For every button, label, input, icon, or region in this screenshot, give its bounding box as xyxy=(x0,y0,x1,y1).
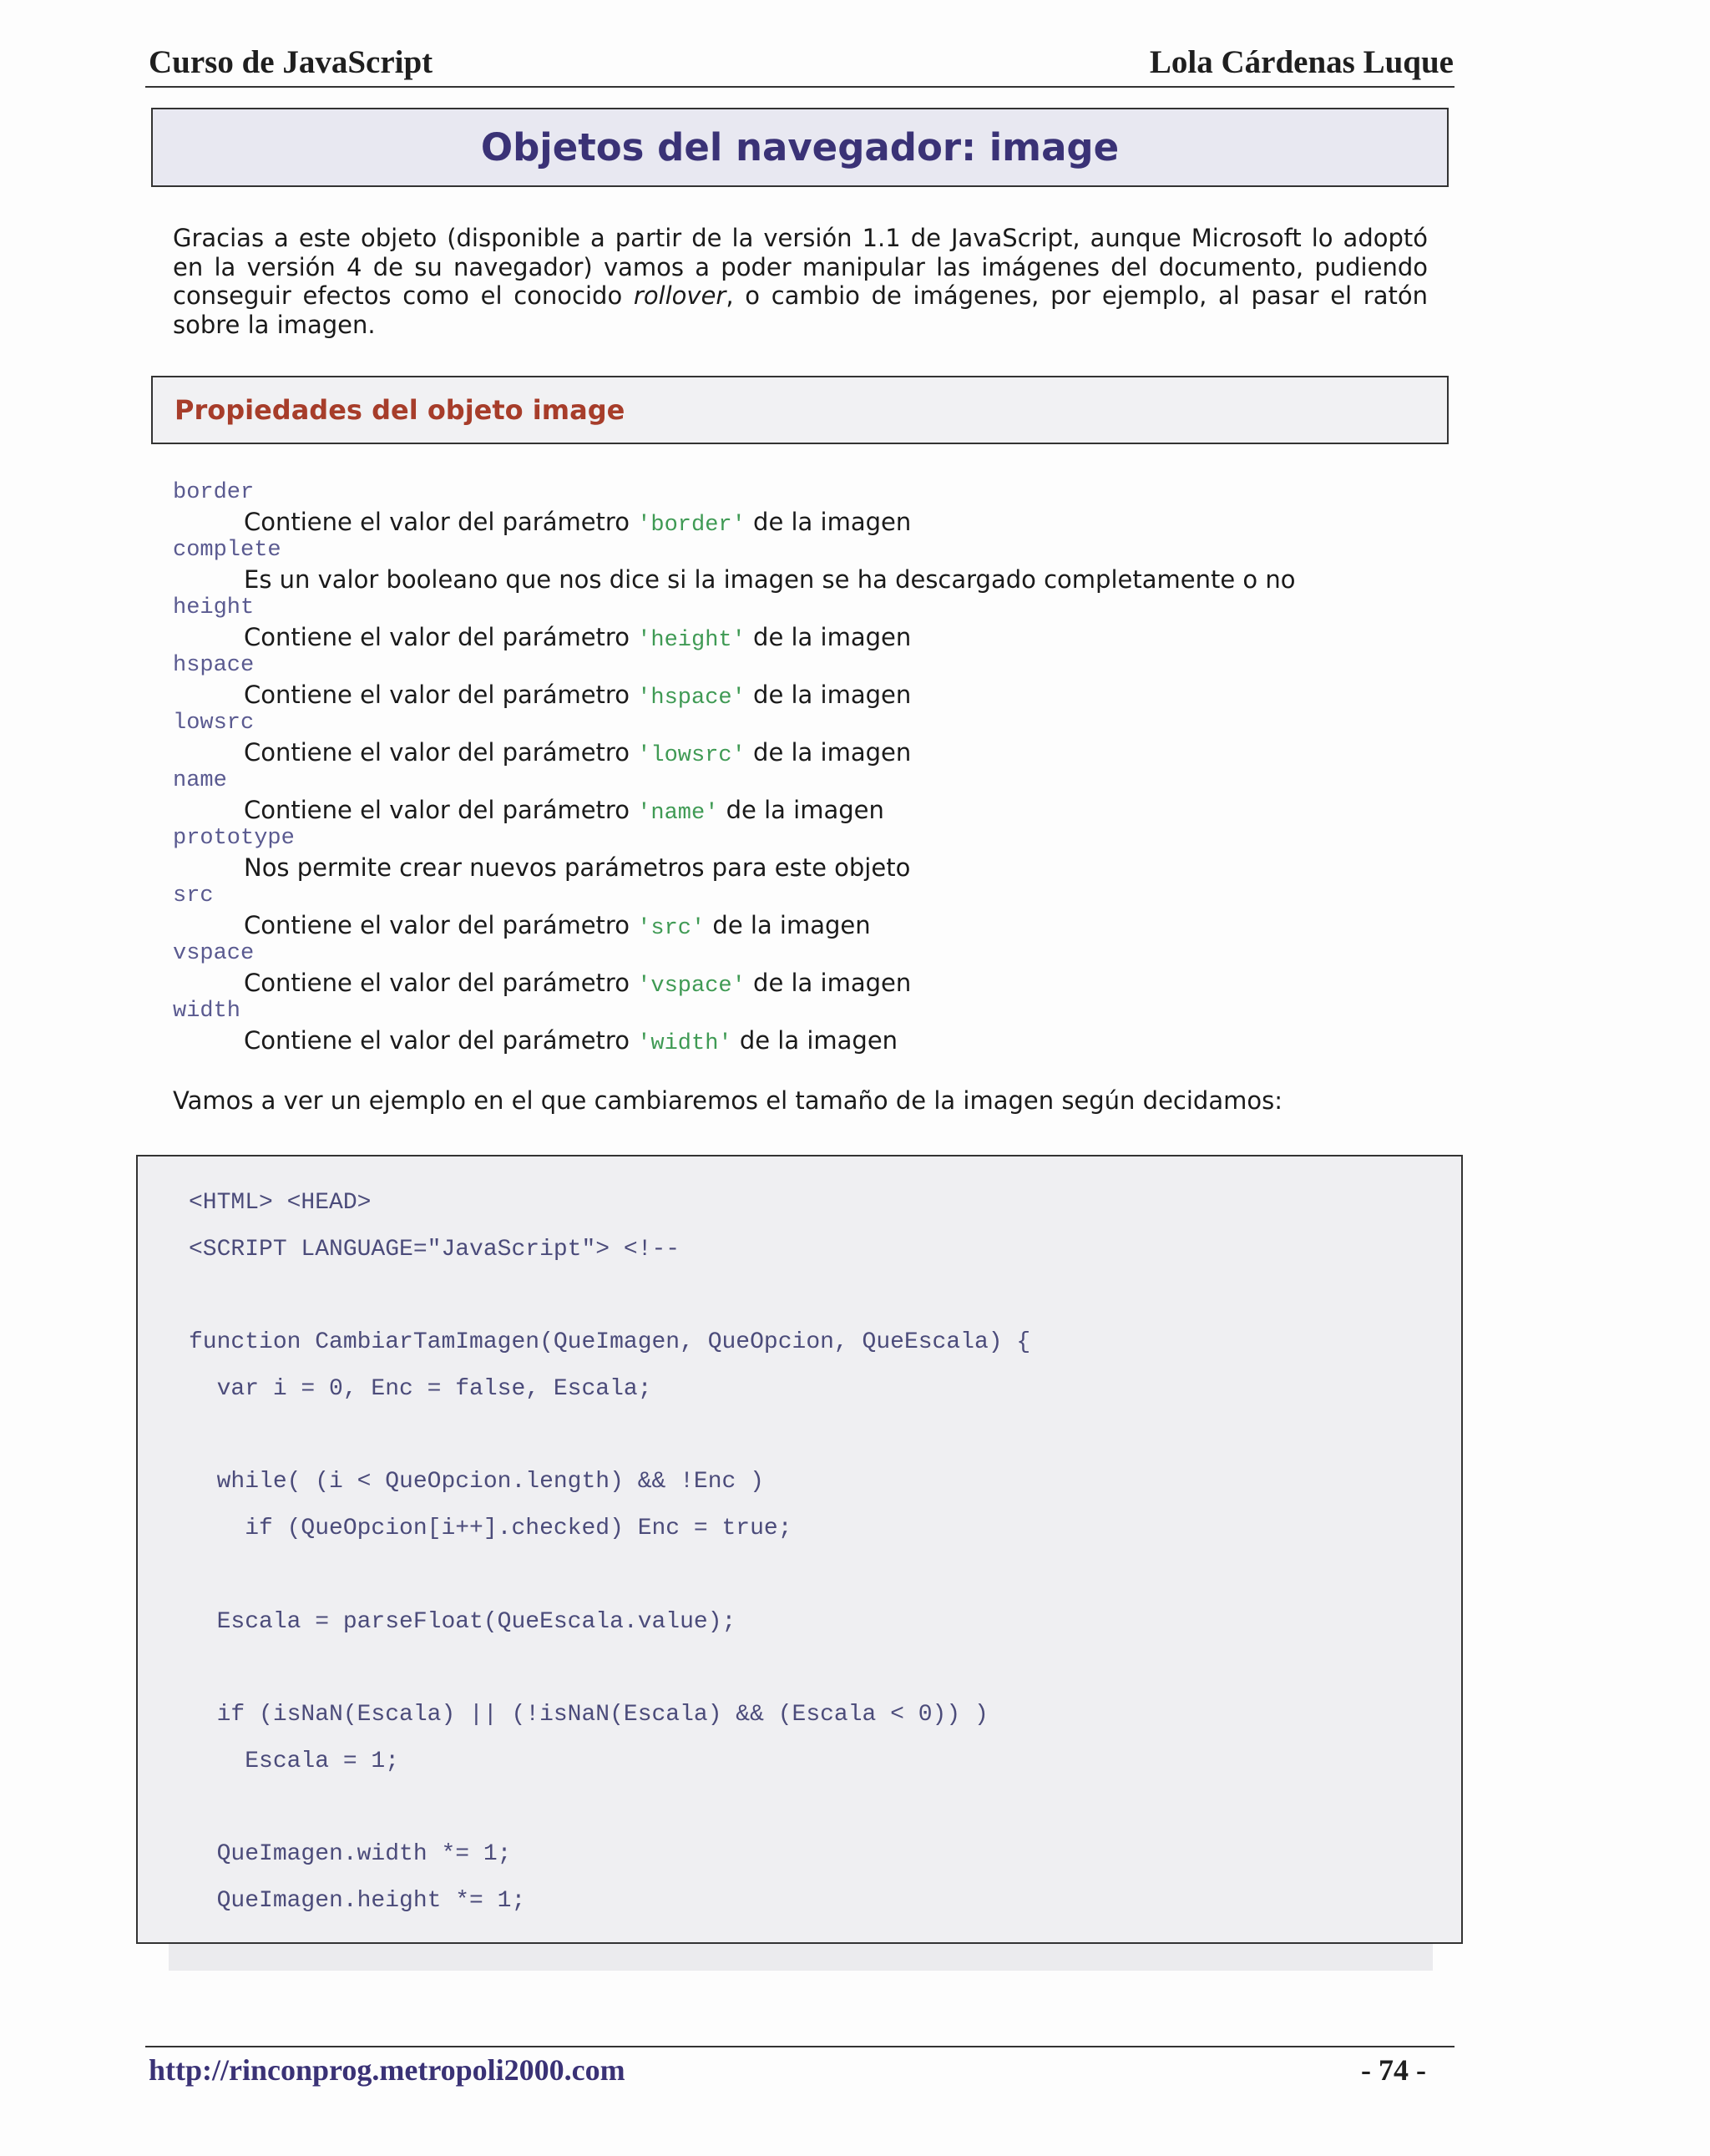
property-desc-text: Contiene el valor del parámetro xyxy=(244,508,638,536)
property-desc-suffix: de la imagen xyxy=(705,911,871,939)
header-author: Lola Cárdenas Luque xyxy=(1149,44,1454,80)
property-desc-suffix: de la imagen xyxy=(745,623,912,651)
code-line: if (QueOpcion[i++].checked) Enc = true; xyxy=(189,1516,792,1541)
property-item xyxy=(173,767,1459,825)
property-param-code: 'lowsrc' xyxy=(637,743,746,768)
property-desc-text: Contiene el valor del parámetro xyxy=(244,1026,638,1055)
property-description xyxy=(173,680,1459,710)
property-desc-text: Es un valor booleano que nos dice si la imagen se ha descargado completamente o no xyxy=(244,565,1296,594)
code-line: if (isNaN(Escala) || (!isNaN(Escala) && (Escala < 0)) ) xyxy=(189,1702,989,1728)
code-line: Escala = 1; xyxy=(189,1749,400,1774)
intro-paragraph xyxy=(173,224,1428,339)
property-desc-text: Contiene el valor del parámetro xyxy=(244,911,638,939)
code-line: while( (i < QueOpcion.length) && !Enc ) xyxy=(189,1469,764,1495)
header-divider xyxy=(145,86,1455,88)
code-example-box xyxy=(136,1155,1463,1944)
property-desc-text: Contiene el valor del parámetro xyxy=(244,969,638,997)
property-name: border xyxy=(173,480,255,505)
property-description xyxy=(173,1025,1459,1055)
intro-emphasis: rollover xyxy=(633,281,726,310)
property-name: hspace xyxy=(173,653,255,678)
property-param-code: 'border' xyxy=(637,513,746,538)
property-desc-suffix: de la imagen xyxy=(745,508,912,536)
footer-url-link[interactable]: http://rinconprog.metropoli2000.com xyxy=(149,2053,625,2087)
property-name: height xyxy=(173,595,255,620)
section-title-box xyxy=(151,376,1449,444)
code-line: <SCRIPT LANGUAGE="JavaScript"> <!-- xyxy=(189,1237,680,1263)
property-param-code: 'height' xyxy=(637,628,746,653)
property-description xyxy=(173,507,1459,537)
code-line: var i = 0, Enc = false, Escala; xyxy=(189,1376,652,1402)
intro-text-start: Gracias a este objeto (disponible a partir de la versión 1.1 de JavaScript, aunque Microsoft lo adoptó en la versión 4 de su navegador) vamos a poder manipular las imágenes del documento, pudiendo conseguir efectos como el conocido xyxy=(173,224,1428,310)
property-description xyxy=(173,853,1459,883)
property-desc-text: Contiene el valor del parámetro xyxy=(244,796,638,824)
property-description xyxy=(173,968,1459,998)
property-desc-text: Nos permite crear nuevos parámetros para este objeto xyxy=(244,853,911,882)
code-line: <HTML> <HEAD> xyxy=(189,1190,372,1216)
property-item xyxy=(173,537,1459,595)
property-name: prototype xyxy=(173,826,295,851)
property-param-code: 'src' xyxy=(637,916,706,941)
property-name: lowsrc xyxy=(173,711,255,736)
property-item xyxy=(173,998,1459,1055)
property-desc-suffix: de la imagen xyxy=(731,1026,898,1055)
page-title: Objetos del navegador: image xyxy=(480,125,1120,170)
code-line: Escala = parseFloat(QueEscala.value); xyxy=(189,1609,736,1635)
property-list xyxy=(173,479,1459,1055)
header-course-title: Curso de JavaScript xyxy=(149,44,433,80)
property-description xyxy=(173,622,1459,652)
code-line: function CambiarTamImagen(QueImagen, QueOpcion, QueEscala) { xyxy=(189,1329,1031,1355)
property-description xyxy=(173,910,1459,940)
property-item xyxy=(173,710,1459,767)
property-param-code: 'width' xyxy=(637,1031,732,1056)
property-name: src xyxy=(173,883,214,908)
property-desc-suffix: de la imagen xyxy=(718,796,884,824)
property-desc-suffix: de la imagen xyxy=(745,969,912,997)
property-name: width xyxy=(173,999,241,1024)
property-name: name xyxy=(173,768,227,793)
property-desc-suffix: de la imagen xyxy=(745,681,912,709)
section-title: Propiedades del objeto image xyxy=(175,394,625,426)
code-line: QueImagen.height *= 1; xyxy=(189,1888,526,1914)
page-number: - 74 - xyxy=(1361,2053,1426,2087)
page-title-box xyxy=(151,108,1449,187)
property-description xyxy=(173,564,1459,595)
property-desc-text: Contiene el valor del parámetro xyxy=(244,681,638,709)
code-line: QueImagen.width *= 1; xyxy=(189,1841,512,1867)
property-item xyxy=(173,825,1459,883)
property-item xyxy=(173,940,1459,998)
property-desc-text: Contiene el valor del parámetro xyxy=(244,623,638,651)
property-description xyxy=(173,795,1459,825)
property-desc-suffix: de la imagen xyxy=(745,738,912,767)
property-description xyxy=(173,737,1459,767)
footer-divider xyxy=(145,2046,1455,2047)
property-name: vspace xyxy=(173,941,255,966)
property-desc-text: Contiene el valor del parámetro xyxy=(244,738,638,767)
property-item xyxy=(173,479,1459,537)
property-item xyxy=(173,652,1459,710)
property-item xyxy=(173,883,1459,940)
property-param-code: 'name' xyxy=(637,801,719,826)
property-item xyxy=(173,595,1459,652)
property-param-code: 'hspace' xyxy=(637,686,746,711)
intro-text-end: , o cambio de imágenes, por ejemplo, al pasar el ratón sobre la imagen. xyxy=(173,281,1428,339)
example-intro: Vamos a ver un ejemplo en el que cambiaremos el tamaño de la imagen según decidamos: xyxy=(173,1086,1282,1115)
property-param-code: 'vspace' xyxy=(637,974,746,999)
property-name: complete xyxy=(173,538,281,563)
